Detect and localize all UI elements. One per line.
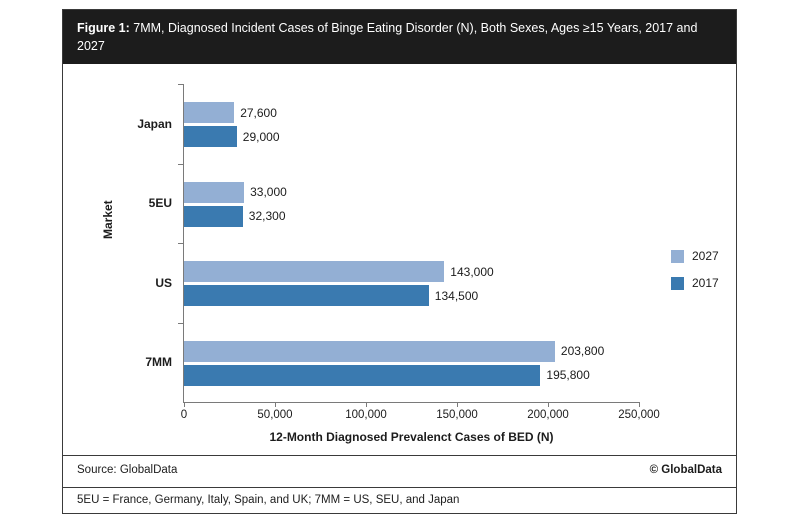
bar-group-us [155, 243, 639, 323]
x-axis-tick-label: 250,000 [618, 409, 660, 421]
y-axis-tick [178, 323, 184, 324]
chart-area [63, 64, 736, 455]
plot-region [137, 84, 660, 444]
figure-container [62, 9, 737, 514]
bar-group-5eu [148, 164, 639, 244]
bar-japan-2027 [184, 102, 277, 123]
bar-value-7mm-2027: 203,800 [560, 344, 605, 358]
legend-item-2027[interactable] [671, 249, 719, 263]
bar-value-us-2027: 143,000 [450, 264, 494, 279]
category-label-7mm: 7MM [145, 355, 172, 370]
y-axis-tick [178, 84, 184, 85]
legend-label-2017: 2017 [692, 276, 719, 290]
bar-value-7mm-2017: 195,800 [546, 368, 590, 382]
bar-us-2027 [184, 261, 494, 282]
x-axis-tick [275, 402, 276, 407]
x-axis-tick [548, 402, 549, 407]
bar-group-7mm [145, 323, 639, 403]
category-label-japan: Japan [137, 116, 172, 131]
legend-item-2017[interactable] [671, 276, 719, 290]
figure-title: 7MM, Diagnosed Incident Cases of Binge Eating Disorder (N), Both Sexes, Ages ≥15 Years, 2017 and 2027 [77, 21, 698, 54]
y-axis-tick [178, 243, 184, 244]
x-axis-tick [457, 402, 458, 407]
figure-header [63, 10, 736, 64]
chart-legend [671, 249, 719, 303]
bar-value-japan-2027: 27,600 [240, 105, 277, 120]
bar-japan-2017 [184, 126, 280, 147]
bar-value-5eu-2017: 32,300 [248, 209, 286, 223]
x-axis-tick [184, 402, 185, 407]
figure-number: Figure 1: [77, 21, 130, 35]
x-axis-tick-label: 200,000 [527, 409, 569, 421]
bar-value-5eu-2027: 33,000 [250, 185, 287, 199]
bar-value-japan-2017: 29,000 [242, 129, 280, 144]
copyright-text: © GlobalData [649, 464, 722, 476]
x-axis-title: 12-Month Diagnosed Prevalenct Cases of BED (N) [269, 430, 554, 444]
x-axis-tick-label: 50,000 [257, 409, 293, 421]
x-axis-tick [639, 402, 640, 407]
legend-swatch-icon-2017 [671, 277, 684, 290]
x-axis-tick-label: 100,000 [345, 409, 387, 421]
bar-group-japan [137, 84, 639, 164]
footer-source-row [63, 456, 736, 487]
footer-notes-row [63, 488, 736, 514]
bar-7mm-2027 [184, 341, 605, 362]
bar-value-us-2017: 134,500 [434, 288, 479, 303]
y-axis-title: Market [101, 200, 115, 239]
legend-label-2027: 2027 [692, 249, 719, 263]
notes-text: 5EU = France, Germany, Italy, Spain, and UK; 7MM = US, SEU, and Japan [77, 494, 460, 506]
legend-swatch-icon-2027 [671, 250, 684, 263]
x-axis-tick [366, 402, 367, 407]
x-axis-tick-label: 0 [180, 409, 188, 421]
bar-us-2017 [184, 285, 479, 306]
category-label-5eu: 5EU [148, 196, 172, 211]
source-text: Source: GlobalData [77, 464, 178, 476]
bar-5eu-2027 [184, 182, 287, 203]
bar-7mm-2017 [184, 365, 590, 386]
y-axis-tick [178, 164, 184, 165]
category-label-us: US [155, 275, 172, 290]
x-axis-tick-label: 150,000 [436, 409, 478, 421]
bar-5eu-2017 [184, 206, 286, 227]
